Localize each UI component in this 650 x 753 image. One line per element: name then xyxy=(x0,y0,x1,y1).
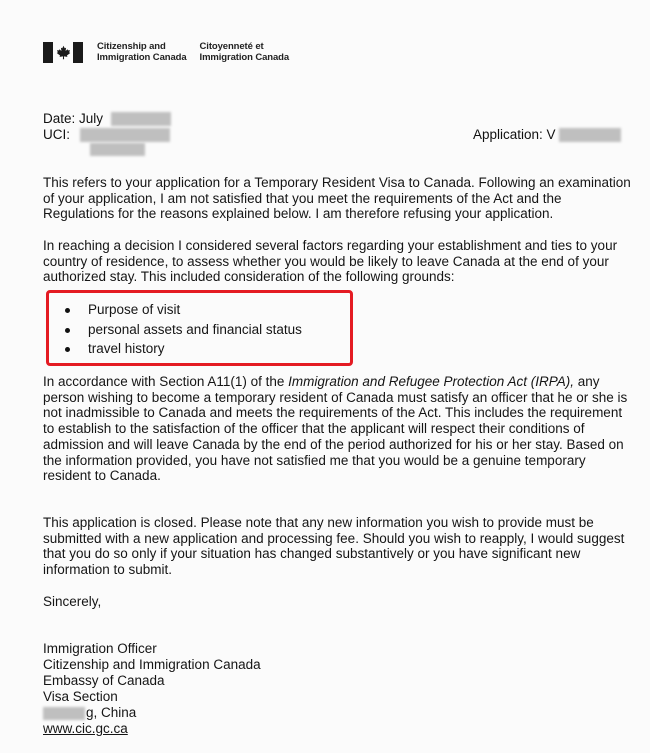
bullet-icon xyxy=(65,347,70,352)
redacted-application-number xyxy=(559,128,621,142)
list-item xyxy=(62,339,302,359)
visa-section: Visa Section xyxy=(43,689,118,704)
irpa-paragraph xyxy=(43,374,633,484)
application-line xyxy=(473,127,621,143)
government-header xyxy=(43,40,289,64)
dept-fr-line2: Immigration Canada xyxy=(199,52,290,63)
application-label: Application: V xyxy=(473,127,556,142)
uci-line xyxy=(43,127,170,143)
canada-flag-icon xyxy=(43,42,83,63)
website-line xyxy=(43,721,261,737)
ground-purpose: Purpose of visit xyxy=(88,302,181,317)
irpa-text-post: any person wishing to become a temporary resident of Canada must satisfy an officer that he or she is not inadmissible to Canada and meets the requirements of the Act. This includes the requirement to establish to the satisfaction of the officer that the applicant will respect their conditions of admission and will leave Canada by the end of the period authorized for his or her stay. Based on the information provided, you have not satisfied me that you would be a genuine temporary resident to Canada. xyxy=(43,374,628,484)
redacted-city xyxy=(43,707,85,720)
date-label: Date: July xyxy=(43,111,104,126)
signature-block xyxy=(43,641,261,737)
department-name-english xyxy=(97,41,187,63)
list-item xyxy=(62,320,302,340)
bullet-icon xyxy=(65,328,70,333)
city-suffix: g, China xyxy=(86,705,137,720)
factors-paragraph: In reaching a decision I considered several factors regarding your establishment and ties to your country of residence, to assess whether you would be likely to leave Canada at the end of your authorized stay. This included consideration of the following grounds: xyxy=(43,238,618,285)
website-link[interactable]: www.cic.gc.ca xyxy=(43,721,128,736)
embassy-name: Embassy of Canada xyxy=(43,673,165,688)
irpa-text-pre: In accordance with Section A11(1) of the xyxy=(43,374,289,389)
officer-department: Citizenship and Immigration Canada xyxy=(43,657,261,672)
list-item xyxy=(62,300,302,320)
closed-paragraph: This application is closed. Please note that any new information you wish to provide must be submitted with a new application and processing fee. Should you wish to reapply, I would suggest that you do so only if your situation has changed substantively or you have significant new information to submit. xyxy=(43,515,625,578)
department-name-french xyxy=(200,41,290,63)
redacted-uci xyxy=(80,128,170,142)
date-line xyxy=(43,111,171,127)
redacted-uci-2 xyxy=(90,143,145,156)
ground-travel: travel history xyxy=(88,341,165,356)
refusal-paragraph: This refers to your application for a Temporary Resident Visa to Canada. Following an examination of your application, I am not satisfied that you meet the requirements of the Act and the Regulations for the reasons explained below. I am therefore refusing your application. xyxy=(43,175,631,222)
officer-title: Immigration Officer xyxy=(43,641,157,656)
salutation: Sincerely, xyxy=(43,594,102,609)
bullet-icon xyxy=(65,308,70,313)
ground-assets: personal assets and financial status xyxy=(88,321,302,337)
dept-fr-line1: Citoyenneté et xyxy=(199,41,264,52)
city-line xyxy=(43,705,261,721)
uci-label: UCI: xyxy=(43,127,70,142)
dept-en-line2: Immigration Canada xyxy=(97,52,187,63)
dept-en-line1: Citizenship and xyxy=(97,41,166,52)
irpa-act-name: Immigration and Refugee Protection Act (IRPA), xyxy=(288,374,575,389)
grounds-list xyxy=(62,300,302,359)
redacted-date xyxy=(111,112,171,126)
